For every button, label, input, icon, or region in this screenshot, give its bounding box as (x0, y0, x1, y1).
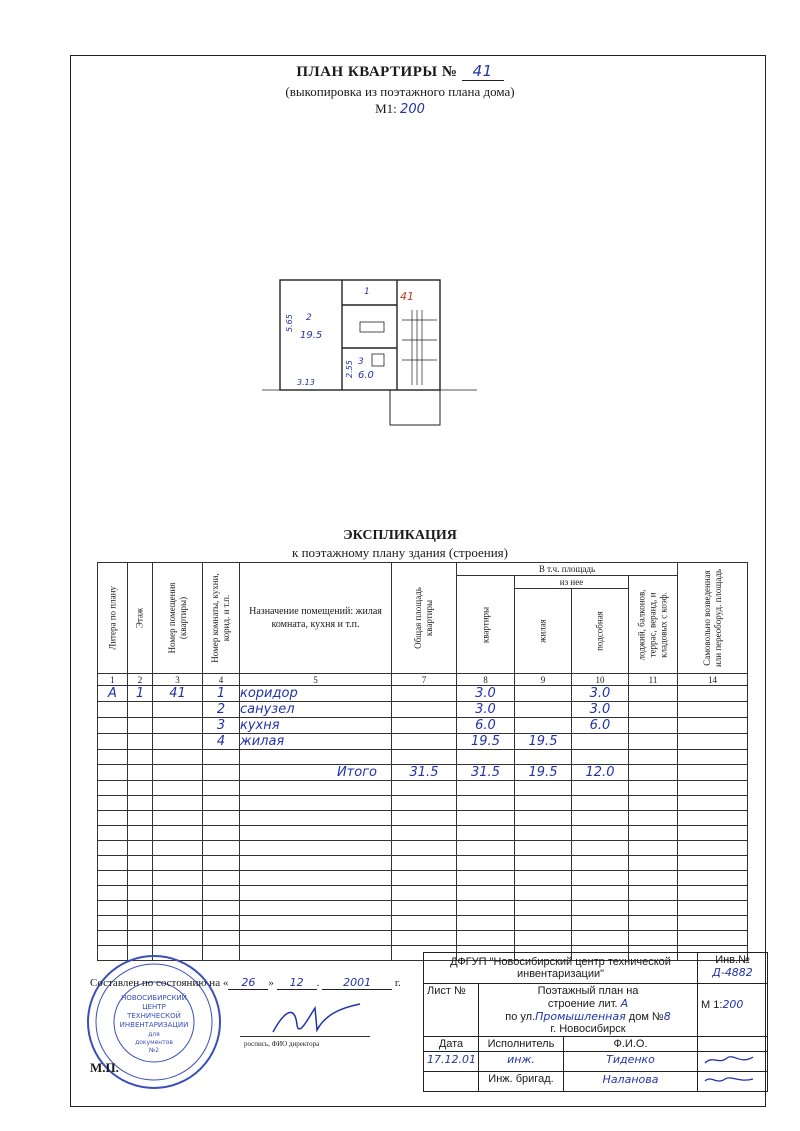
header-living: жилая (515, 589, 572, 674)
table-row (98, 702, 748, 718)
cell-floor (128, 702, 153, 718)
svg-text:НОВОСИБИРСКИЙ: НОВОСИБИРСКИЙ (121, 994, 187, 1002)
room-1-number: 1 (364, 287, 370, 297)
brigade-signature (701, 1073, 757, 1087)
header-total: Общая площадь квартиры (392, 563, 457, 674)
stamp-place-label: М.П. (90, 1060, 119, 1075)
room-2-number: 2 (306, 313, 312, 323)
apartment-number: 41 (462, 62, 504, 81)
table-row (98, 718, 748, 734)
cell-part: 2 (203, 702, 240, 718)
table-row-empty (98, 841, 748, 856)
brigade-value: Наланова (564, 1072, 698, 1092)
header-part-no: Номер комнаты, кухни, корид. и т.п. (203, 563, 240, 674)
header-flat: квартиры (457, 576, 515, 674)
cell-living (515, 750, 572, 765)
svg-text:ЦЕНТР: ЦЕНТР (142, 1003, 166, 1011)
cell-litera (98, 734, 128, 750)
cell-flat: 31.5 (457, 765, 515, 781)
table-row (98, 765, 748, 781)
cell-loggia (629, 718, 678, 734)
apartment-mark: 41 (400, 290, 414, 303)
brigade-label: Инж. бригад. (479, 1072, 564, 1092)
cell-name: жилая (240, 734, 392, 750)
date-value: 17.12.01 (424, 1052, 479, 1072)
cell-part (203, 765, 240, 781)
cell-part (203, 750, 240, 765)
cell-floor (128, 734, 153, 750)
svg-text:документов: документов (135, 1039, 173, 1046)
cell-aux: 3.0 (572, 702, 629, 718)
document-description: Поэтажный план на строение лит. А по ул.Промышленная дом №8 г. Новосибирск (479, 984, 698, 1037)
cell-illegal (678, 718, 748, 734)
table-row-empty (98, 811, 748, 826)
cell-room (153, 718, 203, 734)
svg-text:для: для (148, 1031, 160, 1038)
table-row-empty (98, 871, 748, 886)
cell-litera (98, 750, 128, 765)
inventory-number: Д-4882 (712, 966, 753, 979)
table-row-empty (98, 901, 748, 916)
house-number: 8 (663, 1010, 671, 1023)
scale-value: 200 (400, 102, 425, 117)
column-numbers-row: 1 2 3 4 5 7 8 9 10 11 14 (98, 674, 748, 686)
dimension-kitchen: 2.55 (345, 360, 354, 378)
cell-flat (457, 750, 515, 765)
cell-loggia (629, 686, 678, 702)
cell-loggia (629, 734, 678, 750)
cell-illegal (678, 686, 748, 702)
fio-label: Ф.И.О. (564, 1037, 698, 1052)
cell-name: коридор (240, 686, 392, 702)
header-purpose: Назначение помещений: жилая комната, кухня и т.п. (240, 563, 392, 674)
compiled-month: 12 (277, 976, 317, 990)
table-row (98, 734, 748, 750)
header-litera: Литера по плану (98, 563, 128, 674)
cell-room (153, 734, 203, 750)
table-row-empty (98, 886, 748, 901)
cell-flat: 3.0 (457, 702, 515, 718)
svg-text:ТЕХНИЧЕСКОЙ: ТЕХНИЧЕСКОЙ (127, 1012, 181, 1020)
table-row-empty (98, 781, 748, 796)
cell-total: 31.5 (392, 765, 457, 781)
cell-illegal (678, 750, 748, 765)
compiled-day: 26 (228, 976, 268, 990)
cell-litera: А (98, 686, 128, 702)
signature-line (240, 1036, 370, 1037)
plan-title (0, 62, 800, 81)
cell-name (240, 750, 392, 765)
room-2-area: 19.5 (300, 330, 323, 341)
table-row-empty (98, 856, 748, 871)
compiled-year: 2001 (322, 976, 392, 990)
cell-litera (98, 718, 128, 734)
cell-total (392, 718, 457, 734)
cell-floor (128, 765, 153, 781)
plan-subtitle: (выкопировка из поэтажного плана дома) (285, 84, 515, 99)
explication-title: ЭКСПЛИКАЦИЯ (343, 528, 457, 543)
cell-total (392, 734, 457, 750)
cell-loggia (629, 702, 678, 718)
svg-text:ИНВЕНТАРИЗАЦИИ: ИНВЕНТАРИЗАЦИИ (119, 1021, 189, 1029)
cell-part: 4 (203, 734, 240, 750)
title-block (423, 952, 768, 1092)
table-row-empty (98, 916, 748, 931)
scale-cell: М 1:200 (698, 984, 768, 1037)
cell-name: Итого (240, 765, 392, 781)
cell-litera (98, 765, 128, 781)
cell-living (515, 702, 572, 718)
cell-total (392, 750, 457, 765)
cell-illegal (678, 734, 748, 750)
room-3-area: 6.0 (358, 370, 374, 381)
svg-text:№2: №2 (148, 1047, 160, 1054)
floor-plan-drawing (262, 270, 477, 430)
cell-aux (572, 734, 629, 750)
cell-name: санузел (240, 702, 392, 718)
cell-loggia (629, 765, 678, 781)
cell-part: 3 (203, 718, 240, 734)
date-label: Дата (424, 1037, 479, 1052)
header-floor: Этаж (128, 563, 153, 674)
table-row (98, 750, 748, 765)
dimension-width: 3.13 (297, 378, 315, 387)
inventory-cell: Инв.№ Д-4882 (698, 953, 768, 984)
room-3-number: 3 (358, 357, 364, 367)
fio-value: Тиденко (564, 1052, 698, 1072)
street-name: Промышленная (535, 1010, 626, 1023)
cell-room: 41 (153, 686, 203, 702)
cell-aux: 6.0 (572, 718, 629, 734)
cell-floor (128, 750, 153, 765)
cell-living: 19.5 (515, 765, 572, 781)
organization-name: ДФГУП "Новосибирский центр технической инвентаризации" (424, 953, 698, 984)
cell-aux: 3.0 (572, 686, 629, 702)
cell-illegal (678, 765, 748, 781)
infobox-scale-value: 200 (722, 998, 744, 1011)
cell-room (153, 702, 203, 718)
header-aux: подсобная (572, 589, 629, 674)
table-row-empty (98, 826, 748, 841)
cell-illegal (678, 702, 748, 718)
header-incl-group: В т.ч. площадь (457, 563, 678, 576)
cell-aux: 12.0 (572, 765, 629, 781)
table-row-empty (98, 796, 748, 811)
cell-living (515, 718, 572, 734)
cell-floor (128, 718, 153, 734)
cell-aux (572, 750, 629, 765)
cell-part: 1 (203, 686, 240, 702)
building-litera: А (620, 997, 629, 1010)
cell-flat: 6.0 (457, 718, 515, 734)
cell-room (153, 750, 203, 765)
executor-signature (701, 1053, 757, 1067)
cell-living (515, 686, 572, 702)
explication-table (97, 562, 748, 961)
director-signature (265, 1000, 365, 1040)
executor-value: инж. (479, 1052, 564, 1072)
dimension-height: 5.65 (285, 314, 294, 332)
cell-floor: 1 (128, 686, 153, 702)
header-of-which: из нее (515, 576, 629, 589)
header-room-no: Номер помещения (квартиры) (153, 563, 203, 674)
signature-caption: роспись, ФИО директора (244, 1040, 320, 1048)
cell-total (392, 686, 457, 702)
executor-label: Исполнитель (479, 1037, 564, 1052)
cell-living: 19.5 (515, 734, 572, 750)
sheet-label: Лист № (424, 984, 479, 1037)
table-row (98, 686, 748, 702)
cell-total (392, 702, 457, 718)
cell-flat: 3.0 (457, 686, 515, 702)
plan-scale: М1: 200 (375, 101, 425, 117)
cell-loggia (629, 750, 678, 765)
table-row-empty (98, 931, 748, 946)
header-illegal: Самовольно возведенная или переоборуд. площадь (678, 563, 748, 674)
compiled-date-line: Составлен по состоянию на « 26 » 12 . 2001 г. (90, 976, 401, 989)
cell-name: кухня (240, 718, 392, 734)
cell-flat: 19.5 (457, 734, 515, 750)
plan-title-text: ПЛАН КВАРТИРЫ № (296, 64, 458, 80)
cell-room (153, 765, 203, 781)
explication-subtitle: к поэтажному плану здания (строения) (292, 545, 508, 560)
cell-litera (98, 702, 128, 718)
header-loggia: лоджий, балконов, террас, веранд, и кладовых с коэф. (629, 576, 678, 674)
